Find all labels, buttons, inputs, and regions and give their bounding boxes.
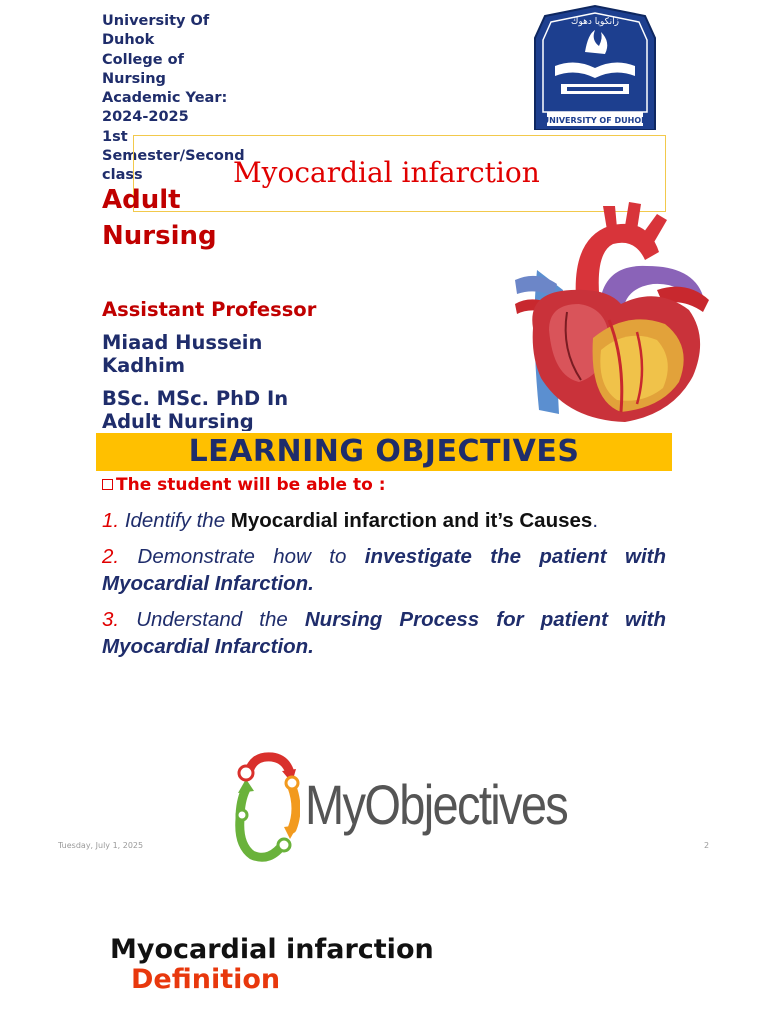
university-line: 1st	[102, 128, 128, 145]
objectives-heading: LEARNING OBJECTIVES	[188, 434, 580, 469]
university-line: class	[102, 167, 143, 184]
instructor-name	[102, 331, 332, 377]
objective-item	[102, 507, 666, 534]
slide-title: Myocardial infarction	[233, 156, 540, 189]
section-title: Myocardial infarction	[110, 934, 434, 965]
university-of-duhok-logo-icon	[533, 4, 657, 130]
objective-item	[102, 543, 666, 597]
objective-text: Nursing Process for patient with Myocardial Infarction.	[102, 608, 666, 658]
objectives-intro	[102, 475, 386, 495]
heart-anatomy-illustration	[497, 200, 719, 430]
university-line: University Of	[102, 13, 210, 29]
name-line: Miaad Hussein	[102, 331, 263, 354]
objective-text: Myocardial infarction and it’s Causes	[230, 509, 593, 532]
university-line: 2024-2025	[102, 109, 189, 126]
university-line: College of	[102, 51, 184, 68]
university-line: Duhok	[102, 32, 155, 49]
objective-text: Demonstrate how to	[137, 545, 365, 568]
degree-line: Adult Nursing	[102, 410, 254, 431]
objective-text: Identify the	[124, 509, 231, 532]
logo-arabic-text: زانكويا دهوك	[571, 17, 619, 27]
logo-text: UNIVERSITY OF DUHOK	[542, 116, 648, 125]
cycle-arrows-icon	[234, 749, 300, 867]
section-subtitle: Definition	[131, 964, 281, 995]
instructor-role: Assistant Professor	[102, 298, 317, 321]
objective-text: .	[592, 509, 599, 532]
objective-number: 1.	[102, 509, 120, 532]
intro-text: The student will be able to :	[116, 475, 386, 495]
myobjectives-logo-text: MyObjectives	[305, 773, 568, 836]
degree-line: BSc. MSc. PhD In	[102, 387, 289, 410]
instructor-degree	[102, 387, 332, 431]
objective-number: 3.	[102, 608, 120, 631]
objective-number: 2.	[102, 545, 120, 568]
university-line: Semester/Second	[102, 148, 245, 165]
university-line: Nursing	[102, 70, 166, 87]
footer-date: Tuesday, July 1, 2025	[58, 841, 144, 850]
objective-text: investigate the patient with Myocardial Infarction.	[102, 545, 666, 595]
checkbox-bullet-icon	[102, 479, 113, 490]
course-line: Adult	[102, 185, 181, 215]
page-number: 2	[704, 841, 710, 850]
name-line: Kadhim	[102, 354, 186, 377]
objective-text: Understand the	[136, 608, 305, 631]
university-line: Academic Year:	[102, 90, 228, 107]
course-line: Nursing	[102, 221, 217, 251]
objective-item	[102, 606, 666, 660]
course-name	[102, 182, 262, 254]
